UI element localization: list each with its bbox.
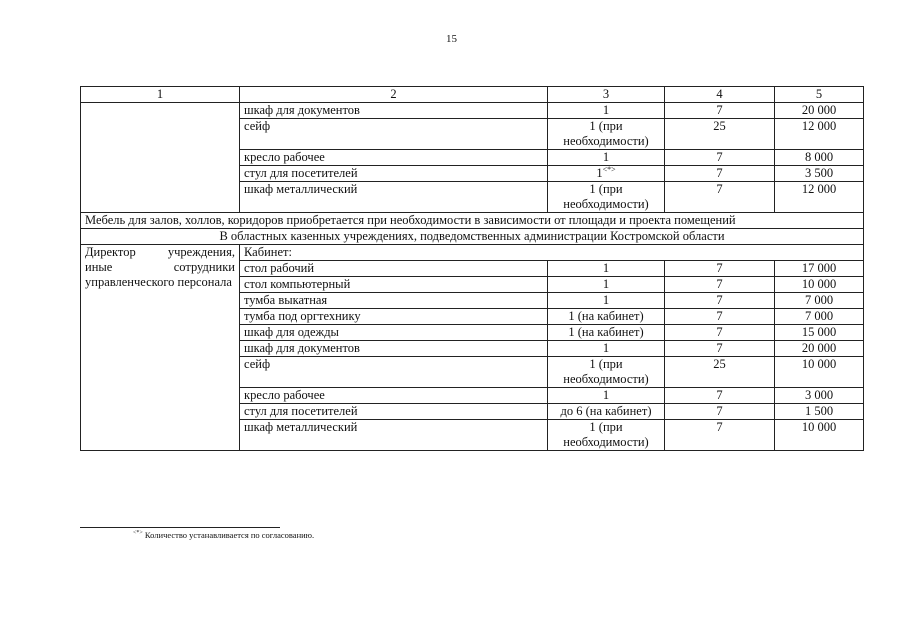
item-name-cell: шкаф для документов [240,341,548,357]
section-title-cell: В областных казенных учреждениях, подведомственных администрации Костромской области [81,229,864,245]
service-years-cell: 7 [665,309,775,325]
quantity-cell [548,119,665,150]
table-row [81,103,864,119]
header-cell: 1 [81,87,240,103]
empty-category-cell [81,103,240,213]
footnote-divider [80,527,280,528]
price-cell: 12 000 [775,182,864,213]
quantity-cell [548,325,665,341]
item-name-cell: кресло рабочее [240,150,548,166]
item-name-cell: шкаф для документов [240,103,548,119]
service-years-cell: 7 [665,261,775,277]
item-name-cell: кресло рабочее [240,388,548,404]
price-cell: 20 000 [775,341,864,357]
item-name-cell: стул для посетителей [240,166,548,182]
item-name-cell: стол компьютерный [240,277,548,293]
service-years-cell: 25 [665,119,775,150]
header-cell: 2 [240,87,548,103]
service-years-cell: 7 [665,420,775,451]
quantity-cell [548,309,665,325]
price-cell: 17 000 [775,261,864,277]
table-row [81,245,864,261]
service-years-cell: 7 [665,150,775,166]
quantity-value: 1 [602,150,610,164]
service-years-cell: 7 [665,404,775,420]
quantity-value: 1 (при необходимости) [563,119,649,148]
note-row [81,213,864,229]
service-years-cell: 7 [665,293,775,309]
quantity-value: 1 [602,293,610,307]
quantity-value: 1 (при необходимости) [563,420,649,449]
header-cell: 4 [665,87,775,103]
footnote-text: Количество устанавливается по согласованию. [144,530,315,540]
item-name-cell: шкаф для одежды [240,325,548,341]
service-years-cell: 25 [665,357,775,388]
price-cell: 7 000 [775,309,864,325]
item-name-cell: шкаф металлический [240,420,548,451]
price-cell: 3 000 [775,388,864,404]
footnote [133,530,314,540]
cabinet-label-cell: Кабинет: [240,245,864,261]
page-number: 15 [446,33,457,45]
price-cell: 8 000 [775,150,864,166]
quantity-value: 1 (при необходимости) [563,182,649,211]
note-cell: Мебель для залов, холлов, коридоров приобретается при необходимости в зависимости от площади и проекта помещений [81,213,864,229]
quantity-cell [548,182,665,213]
quantity-value: до 6 (на кабинет) [560,404,652,418]
item-name-cell: сейф [240,357,548,388]
service-years-cell: 7 [665,166,775,182]
quantity-cell [548,150,665,166]
price-cell: 1 500 [775,404,864,420]
item-name-cell: сейф [240,119,548,150]
service-years-cell: 7 [665,388,775,404]
quantity-value: 1 [602,341,610,355]
footnote-reference: <*> [602,164,616,174]
quantity-value: 1 [602,277,610,291]
quantity-value: 1 (при необходимости) [563,357,649,386]
service-years-cell: 7 [665,325,775,341]
footnote-mark: <*> [133,530,143,537]
furniture-norms-table [80,86,864,451]
quantity-cell [548,277,665,293]
header-cell: 5 [775,87,864,103]
quantity-cell [548,293,665,309]
quantity-value: 1 [602,261,610,275]
quantity-cell [548,103,665,119]
price-cell: 7 000 [775,293,864,309]
price-cell: 10 000 [775,420,864,451]
item-name-cell: тумба выкатная [240,293,548,309]
item-name-cell: тумба под оргтехнику [240,309,548,325]
item-name-cell: стул для посетителей [240,404,548,420]
quantity-value: 1 [602,388,610,402]
service-years-cell: 7 [665,182,775,213]
item-name-cell: стол рабочий [240,261,548,277]
quantity-cell [548,261,665,277]
price-cell: 3 500 [775,166,864,182]
quantity-cell [548,404,665,420]
price-cell: 10 000 [775,277,864,293]
price-cell: 20 000 [775,103,864,119]
quantity-cell [548,357,665,388]
quantity-value: 1 [602,103,610,117]
service-years-cell: 7 [665,341,775,357]
quantity-cell [548,420,665,451]
service-years-cell: 7 [665,103,775,119]
table-header-row [81,87,864,103]
quantity-value: 1 (на кабинет) [568,325,644,339]
price-cell: 12 000 [775,119,864,150]
price-cell: 10 000 [775,357,864,388]
quantity-cell [548,341,665,357]
service-years-cell: 7 [665,277,775,293]
section-title-row [81,229,864,245]
price-cell: 15 000 [775,325,864,341]
group-label-cell: Директор учреждения, иные сотрудники управленческого персонала [81,245,240,451]
header-cell: 3 [548,87,665,103]
item-name-cell: шкаф металлический [240,182,548,213]
quantity-cell [548,388,665,404]
quantity-value: 1 (на кабинет) [568,309,644,323]
quantity-value: 1 [596,166,603,180]
quantity-cell [548,166,665,182]
